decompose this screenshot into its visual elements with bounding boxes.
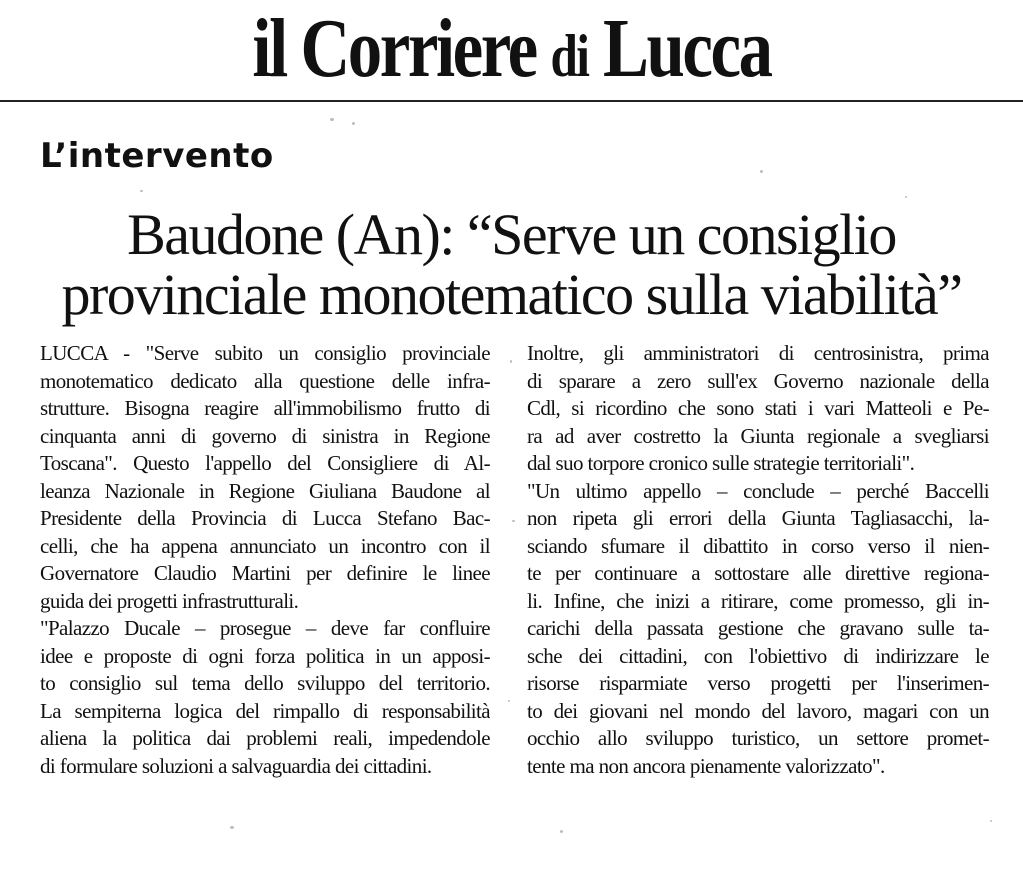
article-line: occhio allo sviluppo turistico, un settore promet- (527, 726, 989, 750)
scan-noise (510, 360, 512, 363)
masthead (0, 0, 1023, 100)
article-line: sche dei cittadini, con l'obiettivo di indirizzare le (527, 643, 989, 668)
article-line: ra ad aver costretto la Giunta regionale a svegliarsi (527, 423, 989, 448)
scan-noise (140, 190, 143, 192)
article-line: monotematico dedicato alla questione delle infra- (40, 368, 490, 393)
article-line: risorse risparmiate verso progetti per l'inserimen- (527, 671, 989, 695)
article-line: idee e proposte di ogni forza politica in un apposi- (40, 643, 490, 668)
article-line: aliena la politica dai problemi reali, impedendole (40, 726, 490, 750)
article-line: carichi della passata gestione che gravano sulle ta- (527, 616, 989, 640)
scan-noise (560, 830, 563, 833)
article-line: tente ma non ancora pienamente valorizzato". (527, 753, 885, 778)
article-line: li. Infine, che inizi a ritirare, come promesso, gli in- (527, 588, 989, 613)
scan-noise (512, 520, 515, 522)
article-line: strutture. Bisogna reagire all'immobilismo frutto di (40, 396, 490, 420)
article-line: LUCCA - "Serve subito un consiglio provinciale (40, 341, 490, 365)
headline-line-2: provinciale monotematico sulla viabilità” (61, 262, 962, 327)
article-column-left (40, 340, 490, 780)
article-line: to consiglio sul tema dello sviluppo del territorio. (40, 671, 490, 695)
scan-noise (508, 700, 510, 702)
article-line: non ripeta gli errori della Giunta Tagliasacchi, la- (527, 506, 989, 530)
scan-noise (905, 196, 907, 198)
article-line: leanza Nazionale in Regione Giuliana Baudone al (40, 478, 490, 503)
article-line: te per continuare a sottostare alle direttive regiona- (527, 561, 989, 585)
article-line: "Palazzo Ducale – prosegue – deve far confluire (40, 616, 490, 640)
article-line: to dei giovani nel mondo del lavoro, magari con un (527, 698, 989, 723)
article-line: guida dei progetti infrastrutturali. (40, 588, 299, 613)
section-kicker: L’intervento (40, 136, 274, 176)
article-line: "Un ultimo appello – conclude – perché Baccelli (527, 478, 989, 503)
article-line: di sparare a zero sull'ex Governo nazionale della (527, 368, 989, 393)
article-line: sciando sfumare il dibattito in corso verso il nien- (527, 533, 989, 558)
scan-noise (330, 118, 334, 121)
masthead-title-part1: il Corriere (252, 2, 551, 95)
scan-noise (230, 826, 234, 829)
scan-noise (990, 820, 992, 822)
article-line: Cdl, si ricordino che sono stati i vari Matteoli e Pe- (527, 396, 989, 420)
masthead-divider (0, 100, 1023, 102)
scan-noise (352, 122, 355, 125)
masthead-title-part3: Lucca (588, 2, 771, 95)
article-line: Inoltre, gli amministratori di centrosinistra, prima (527, 341, 989, 365)
article-line: La sempiterna logica del rimpallo di responsabilità (40, 698, 490, 723)
article-line: dal suo torpore cronico sulle strategie territoriali". (527, 451, 915, 475)
article-line: Presidente della Provincia di Lucca Stefano Bac- (40, 506, 490, 530)
article-line: Toscana". Questo l'appello del Consigliere di Al- (40, 451, 490, 475)
headline-line-1: Baudone (An): “Serve un consiglio (127, 202, 896, 267)
article-line: di formulare soluzioni a salvaguardia dei cittadini. (40, 753, 432, 778)
scan-noise (760, 170, 763, 173)
article-line: celli, che ha appena annunciato un incontro con il (40, 533, 490, 558)
article-line: Governatore Claudio Martini per definire le linee (40, 561, 490, 585)
masthead-title-part2: di (550, 23, 589, 89)
article-column-right (527, 340, 989, 780)
masthead-title (92, 4, 931, 101)
article-line: cinquanta anni di governo di sinistra in Regione (40, 423, 490, 448)
